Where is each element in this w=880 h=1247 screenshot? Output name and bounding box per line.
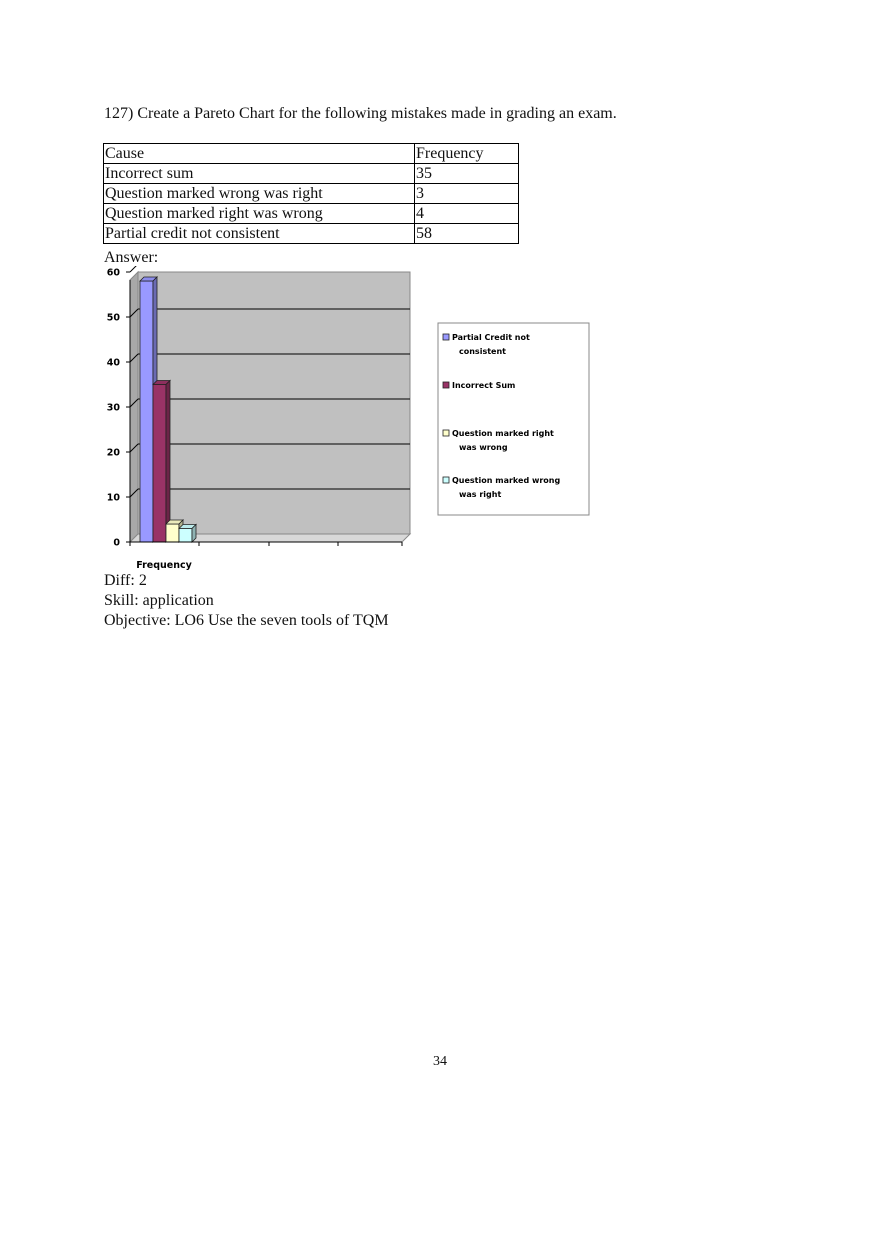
bar-front [179,529,192,543]
legend-label: Partial Credit not [452,333,530,342]
table-row [104,164,519,184]
table-header-frequency: Frequency [415,144,519,164]
legend-label: Question marked right [452,429,554,438]
y-tick-label: 20 [106,447,120,459]
table-row [104,224,519,244]
page-number: 34 [433,1054,447,1069]
pareto-chart [100,266,600,572]
bar-front [153,385,166,543]
plot-back-wall [138,272,410,534]
legend-label: was wrong [459,443,508,452]
legend-swatch [443,477,449,483]
difficulty-text: Diff: 2 [104,572,147,589]
y-tick-label: 40 [106,357,120,369]
skill-text: Skill: application [104,592,214,609]
bar [153,381,170,543]
legend-label: consistent [459,347,506,356]
table-cell-frequency: 58 [415,224,519,244]
y-tick-label: 30 [106,402,120,414]
table-header-row [104,144,519,164]
plot-area [130,266,410,542]
y-tick-label: 60 [106,267,120,279]
table-cell-frequency: 3 [415,184,519,204]
legend-swatch [443,430,449,436]
answer-label: Answer: [104,249,159,266]
table-cell-frequency: 35 [415,164,519,184]
table-header-cause: Cause [104,144,415,164]
bar-front [140,281,153,542]
table-cell-cause: Question marked right was wrong [104,204,415,224]
y-tick-label: 0 [113,537,120,549]
table-cell-frequency: 4 [415,204,519,224]
gridline-side [130,266,138,272]
table-cell-cause: Partial credit not consistent [104,224,415,244]
bar-side [166,381,170,543]
table-cell-cause: Incorrect sum [104,164,415,184]
y-tick-label: 50 [106,312,120,324]
objective-text: Objective: LO6 Use the seven tools of TQM [104,612,389,629]
x-axis-label: Frequency [136,560,192,571]
legend-label: Incorrect Sum [452,381,516,390]
legend [438,323,589,515]
frequency-table [103,143,519,244]
legend-label: Question marked wrong [452,476,561,485]
y-tick-label: 10 [106,492,120,504]
bar-front [166,524,179,542]
table-row [104,204,519,224]
bar [179,525,196,543]
question-text: 127) Create a Pareto Chart for the following mistakes made in grading an exam. [104,105,617,122]
legend-swatch [443,334,449,340]
legend-swatch [443,382,449,388]
table-row [104,184,519,204]
table-cell-cause: Question marked wrong was right [104,184,415,204]
legend-label: was right [459,490,502,499]
